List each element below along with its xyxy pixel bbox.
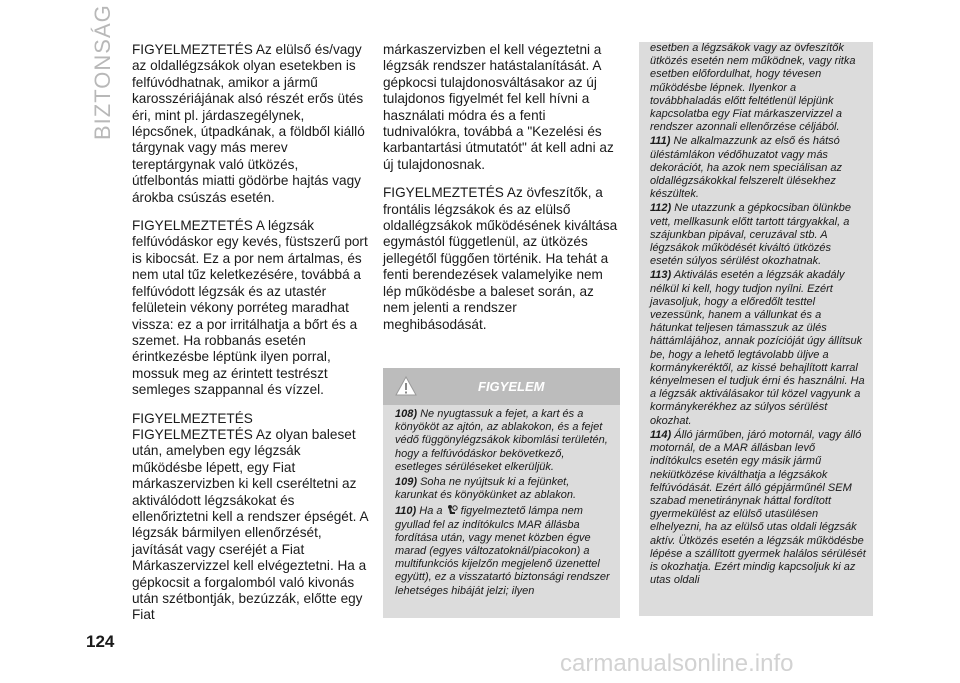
warning-header <box>383 368 620 405</box>
paragraph: márkaszervizben el kell végeztetni a légzsák rendszer hatástalanítását. A gépkocsi tulajdonosváltásakor az új tulajdonos figyelmét fel kell hívni a használati módra és a fenti tudnivalókra, továbbá a "Kezelési és karbantartási útmutatót" át kell adni az új tulajdonosnak. <box>383 42 614 172</box>
item-number: 111) <box>650 135 671 148</box>
item-number: 108) <box>395 408 418 420</box>
warning-continuation-column <box>639 42 873 616</box>
item-number: 114) <box>650 428 672 441</box>
airbag-warning-lamp-icon <box>446 504 458 516</box>
warning-item: 108) Ne nyugtassuk a fejet, a kart és a könyököt az ajtón, az ablakokon, és a fejet védő függönylégzsákok kibomlási területén, hogy a felfúvódáskor bekövetkező, esetleges sérüléseket elkerüljük. <box>395 408 608 473</box>
section-tab <box>84 4 115 140</box>
paragraph: FIGYELMEZTETÉS A légzsák felfúvódáskor egy kevés, füstszerű port is kibocsát. Ez a por nem ártalmas, és nem utal tűz keletkezésére, továbbá a felfúvódott légzsák és az utastér felületein vékony porréteg maradhat vissza: ez a por irritálhatja a bőrt és a szemet. Ha robbanás esetén érintkezésbe léptünk ilyen porral, mossuk meg az érintett testrészt semleges szappannal és vízzel. <box>132 218 368 398</box>
section-tab-label: BIZTONSÁG <box>90 4 115 140</box>
paragraph: FIGYELMEZTETÉS Az övfeszítők, a frontális légzsákok és az elülső oldallégzsákok működésének kiváltása egymástól függetlenül, az ütközés jellegétől függően történik. Ha tehát a fenti berendezések valamelyike nem lép működésbe a baleset során, az nem jelenti a rendszer meghibásodását. <box>383 185 618 332</box>
warning-body <box>383 405 620 598</box>
warning-item: 109) Soha ne nyújtsuk ki a fejünket, karunkat és könyökünket az ablakon. <box>395 476 577 502</box>
item-number: 113) <box>650 269 672 282</box>
watermark: carmanualsonline.info <box>560 650 794 677</box>
warning-item: 112) Ne utazzunk a gépkocsiban ölünkbe vett, mellkasunk előtt tartott tárgyakkal, a szájunkban pipával, ceruzával stb. A légzsákok működését kiváltó ütközés esetén súlyos sérülést okozhatnak. <box>650 202 851 268</box>
text-column-1 <box>132 42 368 636</box>
paragraph: FIGYELMEZTETÉS FIGYELMEZTETÉS Az olyan baleset után, amelyben egy légzsák működésbe lépett, egy Fiat márkaszervizben ki kell cseréltetni az aktiválódott légzsákokat és ellenőriztetni kell a rendszer épségét. A légzsák bármilyen ellenőrzését, javítását vagy cseréjét a Fiat Márkaszervizzel kell elvégeztetni. Ha a gépkocsit a forgalomból való kivonás után szétbontják, bezúzzák, előtte egy Fiat <box>132 410 368 623</box>
text-column-2 <box>383 42 619 345</box>
item-number: 109) <box>395 476 418 489</box>
warning-item: 111) Ne alkalmazzunk az első és hátsó üléstámlákon védőhuzatot vagy más dekorációt, ha azok nem speciálisan az oldallégzsákokkal felszerelt ülésekhez készültek. <box>650 135 842 201</box>
item-number: 112) <box>650 202 672 215</box>
warning-triangle-icon <box>395 375 417 397</box>
page-number: 124 <box>86 632 115 651</box>
warning-box <box>383 368 620 618</box>
item-number: 110) <box>395 505 417 518</box>
warning-item: 114) Álló járműben, járó motornál, vagy álló motornál, de a MAR állásban levő indítókulcs esetén egy másik jármű nekiütközése kiválthatja a légzsákok felfúvódását. Ezért álló gépjárműnél SEM szabad menetiránynak háttal fordított gyermekülést az elülső utasülésen elhelyezni, ha az elülső utas oldali légzsák aktív. Ütközés esetén a légzsák működésbe lépése a szállított gyermek halálos sérülését is okozhatja. Ezért mindig kapcsoljuk ki az utas oldali <box>650 428 866 587</box>
warning-item: 113) Aktiválás esetén a légzsák akadály nélkül ki kell, hogy tudjon nyílni. Ezért javasoljuk, hogy a előredőlt testtel vezessünk, hanem a vállunkat és a hátunkat teljesen támasszuk az ülés háttámlájához, annak pozícióját úgy állítsuk be, hogy a lehető legtávolabb üljve a kormánykeréktől, az kissé behajlított karral kényelmesen el tudjuk érni és használni. Ha a légzsák aktiválásakor túl közel vagyunk a kormánykerékhez az súlyos sérülést okozhat. <box>650 269 865 427</box>
warning-item: esetben a légzsákok vagy az övfeszítők ütközés esetén nem működnek, vagy ritka esetben előfordulhat, hogy tévesen működésbe lépnek. Ilyenkor a továbbhaladás előtt feltétlenül lépjünk kapcsolatba egy Fiat márkaszervizzel a rendszer azonnali ellenőrzése céljából. <box>650 42 856 134</box>
warning-title: FIGYELEM <box>478 379 545 394</box>
warning-item: 110) Ha a figyelmeztető lámpa nem gyullad fel az indítókulcs MAR állásba fordítása után, vagy menet közben égve marad (egyes változatoknál/piacokon) a multifunkciós kijelzőn megjelenő üzenettel együtt), ez a visszatartó biztonsági rendszer lehetséges hibáját jelzi; ilyen <box>395 505 610 597</box>
paragraph: FIGYELMEZTETÉS Az elülső és/vagy az oldallégzsákok olyan esetekben is felfúvódhatnak, amikor a jármű karosszériájának alsó részét erős ütés éri, mint pl. járdaszegélynek, lépcsőnek, útpadkának, a földből kiálló tárgynak vagy más merev tereptárgynak való ütközés, útfelbontás miatti gödörbe hajtás vagy árokba csúszás esetén. <box>132 42 365 205</box>
